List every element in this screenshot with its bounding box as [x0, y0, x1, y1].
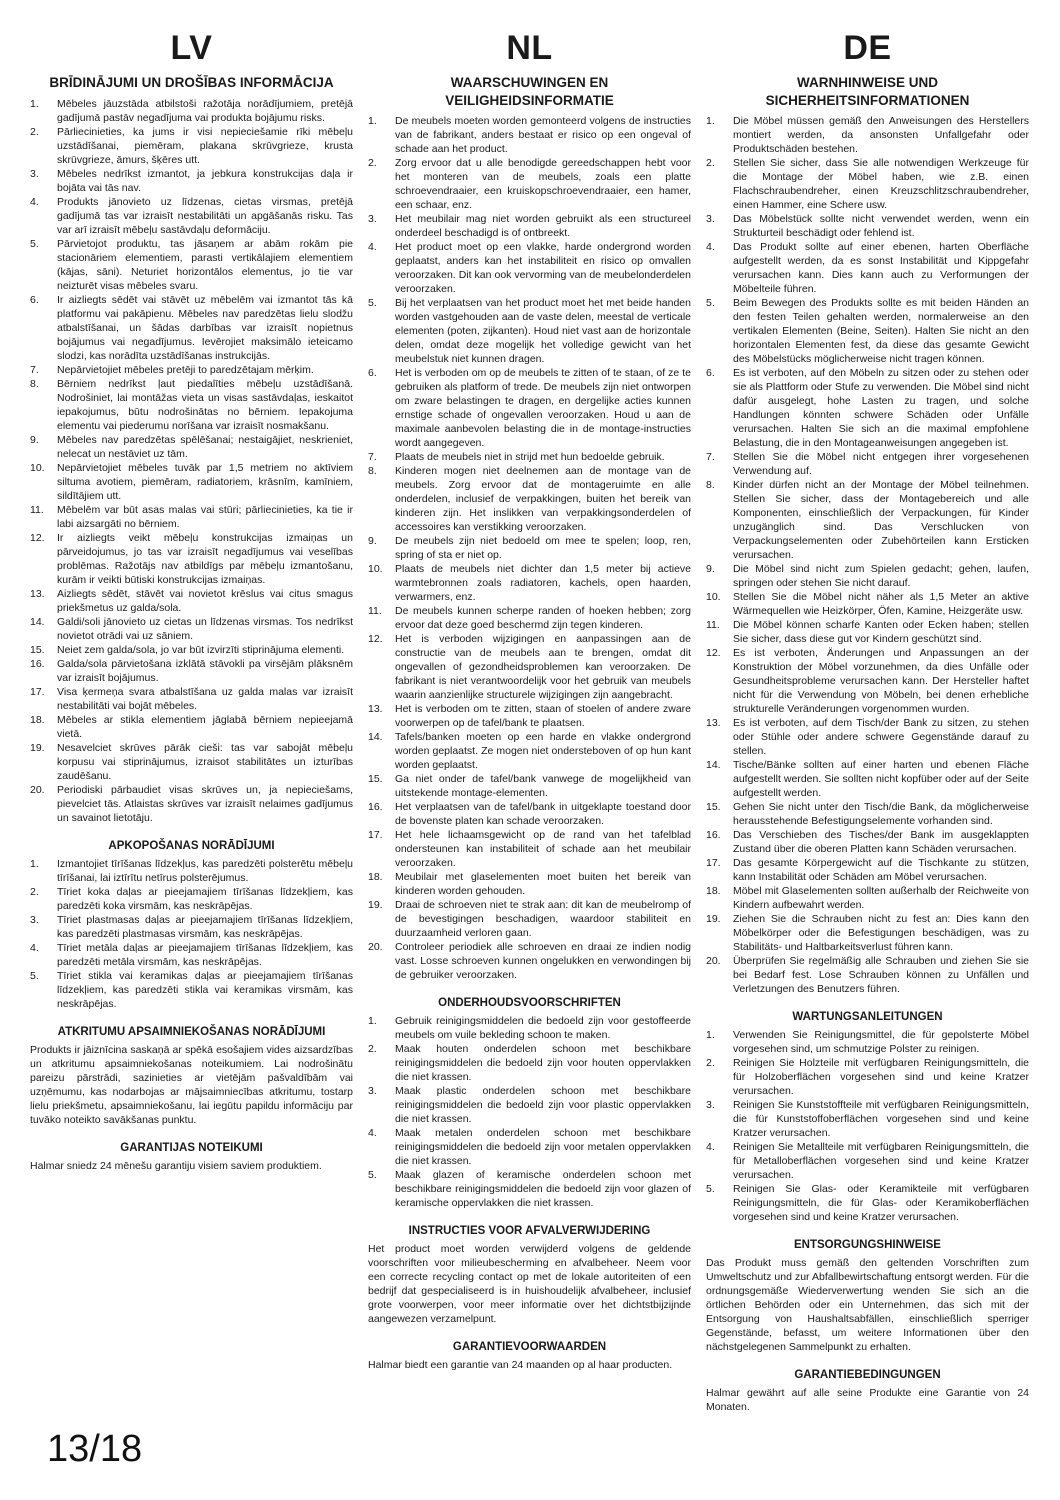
warnings-list: [706, 114, 1029, 996]
warning-item: [368, 800, 691, 828]
item-text: Reinigen Sie Holzteile mit verfügbaren Reinigungsmitteln, die für Holzoberflächen vorgesehen sind und keine Kratzer verursachen.: [733, 1057, 1029, 1098]
item-number: 4.: [30, 941, 39, 954]
warning-item: [706, 156, 1029, 212]
item-number: 1.: [368, 1015, 377, 1028]
warning-item: [368, 562, 691, 604]
item-text: Kinderen mogen niet deelnemen aan de montage van de meubels. Zorg ervoor dat de montageruimte en alle onderdelen, inclusief de verpakkingen, buiten het bereik van kinderen zijn. Het inslikken van verpakkingsonderdelen of accessoires kan verstikking veroorzaken.: [395, 465, 691, 534]
section-list-item: [368, 1084, 691, 1126]
item-text: Plaats de meubels niet dichter dan 1,5 meter bij actieve warmtebronnen zoals radiatoren, kachels, open haarden, verwarmers, enz.: [395, 563, 691, 604]
warning-item: [30, 783, 353, 825]
warning-item: [368, 898, 691, 940]
item-number: 1.: [706, 1029, 715, 1042]
warning-item: [706, 884, 1029, 912]
item-text: Bij het verplaatsen van het product moet het met beide handen worden vastgehouden aan de vaste delen, meestal de verticale elementen (poten, zijkanten). Houd niet vast aan de horizontale delen, omdat deze mogelijk het volledige gewicht van het meubelstuk niet kunnen dragen.: [395, 297, 691, 366]
item-number: 5.: [706, 297, 715, 310]
item-number: 3.: [706, 1099, 715, 1112]
section-heading: APKOPOŠANAS NORĀDĪJUMI: [108, 839, 275, 852]
item-number: 16.: [30, 657, 45, 670]
item-number: 1.: [706, 115, 715, 128]
warning-item: [368, 702, 691, 730]
item-text: Het is verboden wijzigingen en aanpassingen aan de constructie van de meubels aan te brengen, omdat dit ongevallen of gezondheidsproblemen kan veroorzaken. De fabrikant is niet verantwoordelijk voor het gebruik van meubels waarin aanzienlijke structurele wijzigingen zijn aangebracht.: [395, 633, 691, 702]
item-text: Tafels/banken moeten op een harde en vlakke ondergrond worden geplaatst. Ze mogen niet ondersteboven of op hun kant worden geplaatst.: [395, 731, 691, 772]
item-number: 1.: [30, 97, 39, 110]
section-paragraph: Het product moet worden verwijderd volgens de geldende voorschriften voor milieubescherming en afvalbeheer. Neem voor een correcte recycling contact op met de lokale autoriteiten of een bedrijf dat gespecialiseerd is in huishoudelijk afvalbeheer, inclusief grote voorwerpen, voor meer informatie over het dichtstbijzijnde aangewezen verzamelpunt.: [368, 1243, 691, 1326]
warning-item: [368, 632, 691, 702]
item-number: 8.: [706, 479, 715, 492]
section-list-item: [706, 1098, 1029, 1140]
warning-item: [706, 912, 1029, 954]
item-text: Das Verschieben des Tisches/der Bank im ausgeklappten Zustand über die oberen Platten kann Schäden verursachen.: [733, 829, 1029, 856]
item-text: Tīriet metāla daļas ar pieejamajiem tīrīšanas līdzekļiem, kas paredzēti metāla virsmām, kas neskrāpējas.: [57, 941, 353, 968]
section-heading: INSTRUCTIES VOOR AFVALVERWIJDERING: [408, 1225, 651, 1238]
warning-item: [30, 377, 353, 433]
item-number: 19.: [706, 913, 721, 926]
section-list-item: [30, 857, 353, 885]
section-heading: WARTUNGSANLEITUNGEN: [792, 1011, 943, 1024]
warning-item: [368, 212, 691, 240]
warning-item: [368, 828, 691, 870]
column-nl: [368, 30, 691, 1414]
warning-item: [706, 954, 1029, 996]
item-number: 2.: [368, 1043, 377, 1056]
item-number: 4.: [368, 1127, 377, 1140]
item-text: Draai de schroeven niet te strak aan: dit kan de meubelromp of de bevestigingen beschadigen, waardoor stabiliteit en duurzaamheid verloren gaan.: [395, 899, 691, 940]
section-paragraph: Das Produkt muss gemäß den geltenden Vorschriften zum Umweltschutz und zur Abfallbewirtschaftung entsorgt werden. Für die ordnungsgemäße Wiederverwertung wenden Sie sich an die örtlichen Behörden oder ein Unternehmen, das sich mit der Entsorgung von Haushaltsabfällen, einschließlich sperriger Gegenstände, befasst, um weitere Informationen über den nächstgelegenen Sammelpunkt zu erhalten.: [706, 1257, 1029, 1354]
section-paragraph: Halmar gewährt auf alle seine Produkte eine Garantie von 24 Monaten.: [706, 1387, 1029, 1414]
item-text: Tīriet koka daļas ar pieejamajiem tīrīšanas līdzekļiem, kas paredzēti koka virsmām, kas neskrāpējas.: [57, 885, 353, 912]
item-number: 20.: [30, 783, 45, 796]
section-list-item: [30, 885, 353, 913]
item-text: Bērniem nedrīkst ļaut piedalīties mēbeļu uzstādīšanā. Nodrošiniet, lai montāžas vieta un visas sastāvdaļas, ieskaitot iepakojumus, būtu nodrošinātas no bērniem. Iepakojuma elementu vai piederumu norīšana var izraisīt nosmakšanu.: [57, 377, 353, 432]
item-number: 4.: [368, 241, 377, 254]
warning-item: [368, 464, 691, 534]
item-text: Produkts jānovieto uz līdzenas, cietas virsmas, pretējā gadījumā tas var izraisīt nestabilitāti un apgāšanās risku. Tas var arī izraisīt mēbeļu sastāvdaļu deformāciju.: [57, 195, 353, 236]
warning-item: [706, 114, 1029, 156]
item-text: Pārvietojot produktu, tas jāsaņem ar abām rokām pie stacionāriem elementiem, parasti vertikālajiem elementiem (kājas, sāni). Neturiet horizontālos elementus, jo tie var neizturēt visas mēbeles svaru.: [57, 237, 353, 292]
item-number: 7.: [706, 451, 715, 464]
section-list-item: [368, 1042, 691, 1084]
warning-item: [368, 450, 691, 464]
section-heading: GARANTIEBEDINGUNGEN: [794, 1369, 941, 1382]
item-text: Ga niet onder de tafel/bank vanwege de mogelijkheid van uitstekende montage-elementen.: [395, 773, 691, 800]
item-text: Pārliecinieties, ka jums ir visi nepieciešamie rīki mēbeļu uzstādīšanai, piemēram, plakana skrūvgrieze, krusta skrūvgrieze, āmurs, šķēres utt.: [57, 125, 353, 166]
item-number: 11.: [30, 503, 44, 516]
warning-item: [30, 461, 353, 503]
item-number: 19.: [368, 899, 383, 912]
item-number: 10.: [30, 461, 45, 474]
language-code-heading: NL: [506, 29, 553, 67]
warnings-section-heading: WARNHINWEISE UND SICHERHEITSINFORMATIONEN: [765, 75, 970, 108]
item-text: Tīriet plastmasas daļas ar pieejamajiem tīrīšanas līdzekļiem, kas paredzēti plastmasas virsmām, kas neskrāpējas.: [57, 913, 353, 940]
item-number: 5.: [706, 1183, 715, 1196]
item-text: Das Produkt sollte auf einer ebenen, harten Oberfläche aufgestellt werden, da es sonst Instabilität und Kippgefahr verursachen kann. Dies kann auch zu Verformungen der Möbelteile führen.: [733, 241, 1029, 296]
item-number: 3.: [30, 167, 39, 180]
column-lv: [30, 30, 353, 1414]
warning-item: [368, 366, 691, 450]
item-number: 4.: [706, 241, 715, 254]
item-text: Galda/sola pārvietošana izklātā stāvokli pa virsējām plāksnēm var izraisīt bojājumus.: [57, 657, 353, 684]
item-text: Gehen Sie nicht unter den Tisch/die Bank, da möglicherweise herausstehende Befestigungselemente vorhanden sind.: [733, 801, 1029, 828]
item-number: 14.: [368, 731, 383, 744]
warning-item: [706, 240, 1029, 296]
section-heading: ENTSORGUNGSHINWEISE: [794, 1239, 941, 1252]
item-number: 16.: [706, 829, 721, 842]
item-text: Het product moet op een vlakke, harde ondergrond worden geplaatst, anders kan het instabiliteit en risico op omvallen veroorzaken. Dit kan ook vervorming van de meubelonderdelen veroorzaken.: [395, 241, 691, 296]
item-text: Het meubilair mag niet worden gebruikt als een structureel onderdeel beschadigd is of ontbreekt.: [395, 213, 691, 240]
warning-item: [368, 114, 691, 156]
item-text: Gebruik reinigingsmiddelen die bedoeld zijn voor gestoffeerde meubels om vuile bekleding schoon te maken.: [395, 1015, 691, 1042]
warning-item: [706, 646, 1029, 716]
item-text: Tische/Bänke sollten auf einer harten und ebenen Fläche aufgestellt werden. Sie sollten nicht kopfüber oder auf der Seite aufgestellt werden.: [733, 759, 1029, 800]
warning-item: [30, 713, 353, 741]
item-number: 13.: [30, 587, 45, 600]
warning-item: [368, 870, 691, 898]
item-text: Het verplaatsen van de tafel/bank in uitgeklapte toestand door de bovenste platen kan schade veroorzaken.: [395, 801, 691, 828]
item-number: 15.: [30, 643, 45, 656]
section-list: [30, 857, 353, 1011]
item-number: 3.: [368, 213, 377, 226]
section-list: [368, 1014, 691, 1210]
item-number: 11.: [706, 619, 720, 632]
item-text: Zorg ervoor dat u alle benodigde gereedschappen hebt voor het monteren van de meubels, zoals een platte schroevendraaier, een kruiskopschroevendraaier, een hamer, een schaar, enz.: [395, 157, 691, 212]
warning-item: [368, 940, 691, 982]
item-text: Reinigen Sie Kunststoffteile mit verfügbaren Reinigungsmitteln, die für Kunststoffoberflächen vorgesehen sind und keine Kratzer verursachen.: [733, 1099, 1029, 1140]
item-text: Mēbeles jāuzstāda atbilstoši ražotāja norādījumiem, pretējā gadījumā pastāv negadījuma vai produkta bojājumu risks.: [57, 97, 353, 124]
item-number: 4.: [706, 1141, 715, 1154]
item-number: 12.: [368, 633, 383, 646]
language-code-heading: LV: [170, 29, 213, 67]
item-text: Nepārvietojiet mēbeles tuvāk par 1,5 metriem no aktīviem siltuma avotiem, piemēram, radiatoriem, krāsnīm, kamīniem, sildītājiem utt.: [57, 461, 353, 502]
item-text: Maak plastic onderdelen schoon met beschikbare reinigingsmiddelen die bedoeld zijn voor plastic oppervlakken die niet krassen.: [395, 1085, 691, 1126]
item-number: 17.: [30, 685, 45, 698]
item-text: Es ist verboten, Änderungen und Anpassungen an der Konstruktion der Möbel vorzunehmen, da dies Unfälle oder Gesundheitsprobleme verursachen kann. Der Hersteller haftet nicht für die Verwendung von Möbeln, bei denen erhebliche strukturelle Veränderungen vorgenommen wurden.: [733, 647, 1029, 716]
item-number: 5.: [30, 969, 39, 982]
warning-item: [706, 590, 1029, 618]
warning-item: [30, 237, 353, 293]
item-number: 12.: [706, 647, 721, 660]
section-list-item: [30, 913, 353, 941]
warning-item: [706, 618, 1029, 646]
section-heading: ATKRITUMU APSAIMNIEKOŠANAS NORĀDĪJUMI: [57, 1025, 326, 1038]
item-text: Maak houten onderdelen schoon met beschikbare reinigingsmiddelen die bedoeld zijn voor houten oppervlakken die niet krassen.: [395, 1043, 691, 1084]
section-paragraph: Halmar biedt een garantie van 24 maanden op al haar producten.: [368, 1359, 673, 1372]
item-number: 17.: [368, 829, 383, 842]
item-text: Beim Bewegen des Produkts sollte es mit beiden Händen an den festen Teilen gehalten werden, normalerweise an den vertikalen Elementen (Beine, Seiten). Halten Sie nicht an den horizontalen Elementen fest, da diese das gesamte Gewicht des Möbelstücks möglicherweise nicht tragen können.: [733, 297, 1029, 366]
item-text: Mēbelēm var būt asas malas vai stūri; pārliecinieties, ka tie ir labi aizsargāti no bērniem.: [57, 503, 353, 530]
item-number: 11.: [368, 605, 382, 618]
item-text: Galdi/soli jānovieto uz cietas un līdzenas virsmas. Tos nedrīkst novietot otrādi vai uz sāniem.: [57, 615, 353, 642]
item-text: Überprüfen Sie regelmäßig alle Schrauben und ziehen Sie sie bei Bedarf fest. Lose Schrauben können zu Unfällen und Verletzungen des Benutzers führen.: [733, 955, 1029, 996]
item-number: 20.: [706, 955, 721, 968]
item-number: 14.: [30, 615, 45, 628]
item-number: 10.: [368, 563, 383, 576]
item-number: 13.: [706, 717, 721, 730]
item-text: Die Möbel können scharfe Kanten oder Ecken haben; stellen Sie sicher, dass diese gut vor Kindern geschützt sind.: [733, 619, 1029, 646]
item-number: 7.: [368, 451, 377, 464]
warning-item: [706, 450, 1029, 478]
item-text: Nesavelciet skrūves pārāk cieši: tas var sabojāt mēbeļu korpusu vai stiprinājumus, izraisot stabilitātes un izturības zaudēšanu.: [57, 741, 353, 782]
item-number: 9.: [706, 563, 715, 576]
warning-item: [30, 167, 353, 195]
item-number: 6.: [30, 293, 39, 306]
item-text: Periodiski pārbaudiet visas skrūves un, ja nepieciešams, pievelciet tās. Atlaistas skrūves var izraisīt nelaimes gadījumus un savainot lietotāju.: [57, 783, 353, 824]
item-number: 15.: [368, 773, 383, 786]
warning-item: [30, 685, 353, 713]
item-number: 2.: [30, 125, 39, 138]
item-text: Es ist verboten, auf den Möbeln zu sitzen oder zu stehen oder sie als Plattform oder Stufe zu verwenden. Die Möbel sind nicht dafür ausgelegt, hohe Lasten zu tragen, und solche Handlungen könnten schwere Schäden oder Unfälle verursachen. Halten Sie sich an die maximal empfohlene Belastung, die in den Montageanweisungen angegeben ist.: [733, 367, 1029, 450]
warning-item: [30, 433, 353, 461]
section-paragraph: Produkts ir jāiznīcina saskaņā ar spēkā esošajiem vides aizsardzības un atkritumu apsaimniekošanas noteikumiem. Lai nodrošinātu pareizu pārstrādi, sazinieties ar vietējām pašvaldībām vai uzņēmumu, kas nodarbojas ar mājsaimniecības atkritumu, tostarp lielu priekšmetu, apsaimniekošanu, lai iegūtu papildu informāciju par tuvāko noteikto savākšanas punktu.: [30, 1043, 353, 1126]
warning-item: [30, 531, 353, 587]
item-number: 1.: [30, 857, 39, 870]
warning-item: [706, 856, 1029, 884]
warning-item: [368, 296, 691, 366]
item-number: 2.: [706, 1057, 715, 1070]
item-number: 18.: [30, 713, 45, 726]
language-columns-container: [30, 30, 1030, 1414]
warnings-section-heading: WAARSCHUWINGEN EN VEILIGHEIDSINFORMATIE: [445, 75, 614, 108]
item-text: Meubilair met glaselementen moet buiten het bereik van kinderen worden gehouden.: [395, 871, 691, 898]
item-number: 8.: [368, 465, 377, 478]
item-text: Mēbeles ar stikla elementiem jāglabā bērniem nepieejamā vietā.: [57, 713, 353, 740]
warning-item: [706, 366, 1029, 450]
item-text: Die Möbel sind nicht zum Spielen gedacht; gehen, laufen, springen oder stehen Sie nicht darauf.: [733, 563, 1029, 590]
warnings-list: [368, 114, 691, 982]
section-list-item: [368, 1014, 691, 1042]
item-text: Die Möbel müssen gemäß den Anweisungen des Herstellers montiert werden, da ansonsten Unfallgefahr oder Produktschäden bestehen.: [733, 115, 1029, 156]
item-text: Das Möbelstück sollte nicht verwendet werden, wenn ein Strukturteil beschädigt oder fehlend ist.: [733, 213, 1029, 240]
warning-item: [30, 503, 353, 531]
item-number: 3.: [706, 213, 715, 226]
item-text: Das gesamte Körpergewicht auf die Tischkante zu stützen, kann Instabilität oder Schäden am Möbel verursachen.: [733, 857, 1029, 884]
warning-item: [368, 240, 691, 296]
language-code-heading: DE: [843, 29, 892, 67]
warning-item: [706, 562, 1029, 590]
item-text: Stellen Sie sicher, dass Sie alle notwendigen Werkzeuge für die Montage der Möbel haben, wie z.B. einen Flachschraubendreher, einen Kreuzschlitzschraubendreher, einen Hammer, eine Schere usw.: [733, 157, 1029, 212]
item-number: 2.: [30, 885, 39, 898]
item-number: 20.: [368, 941, 383, 954]
item-number: 1.: [368, 115, 377, 128]
warning-item: [706, 212, 1029, 240]
item-number: 18.: [368, 871, 383, 884]
item-text: Reinigen Sie Glas- oder Keramikteile mit verfügbaren Reinigungsmitteln, die für Glas- oder Keramikoberflächen vorgesehen sind und keine Kratzer verursachen.: [733, 1183, 1029, 1224]
item-number: 10.: [706, 591, 721, 604]
item-text: Ir aizliegts veikt mēbeļu konstrukcijas izmaiņas un pārveidojumus, jo tas var izraisīt negadījumus vai veselības problēmas. Ražotājs nav atbildīgs par mēbeļu izmantošanu, kurām ir veikti būtiski konstrukcijas izmaiņas.: [57, 531, 353, 586]
item-number: 16.: [368, 801, 383, 814]
item-number: 13.: [368, 703, 383, 716]
section-heading: ONDERHOUDSVOORSCHRIFTEN: [438, 997, 621, 1010]
warning-item: [30, 643, 353, 657]
warning-item: [30, 97, 353, 125]
section-heading: GARANTIJAS NOTEIKUMI: [120, 1141, 263, 1154]
warning-item: [368, 772, 691, 800]
item-text: Mēbeles nedrīkst izmantot, ja jebkura konstrukcijas daļa ir bojāta vai tās nav.: [57, 167, 353, 194]
warning-item: [706, 800, 1029, 828]
section-list-item: [706, 1140, 1029, 1182]
item-text: Maak metalen onderdelen schoon met beschikbare reinigingsmiddelen die bedoeld zijn voor metalen oppervlakken die niet krassen.: [395, 1127, 691, 1168]
warnings-section-heading: BRĪDINĀJUMI UN DROŠĪBAS INFORMĀCIJA: [49, 75, 334, 91]
warning-item: [30, 125, 353, 167]
item-text: Mēbeles nav paredzētas spēlēšanai; nestaigājiet, neskrieniet, nelecat un nestāviet uz tām.: [57, 433, 353, 460]
warnings-list: [30, 97, 353, 825]
item-number: 5.: [368, 297, 377, 310]
item-number: 12.: [30, 531, 45, 544]
item-text: Controleer periodiek alle schroeven en draai ze indien nodig vast. Losse schroeven kunnen ongelukken en verwondingen bij de gebruiker veroorzaken.: [395, 941, 691, 982]
item-text: Tīriet stikla vai keramikas daļas ar pieejamajiem tīrīšanas līdzekļiem, kas paredzēti stikla vai keramikas virsmām, kas neskrāpējas.: [57, 969, 353, 1010]
warning-item: [30, 657, 353, 685]
section-heading: GARANTIEVOORWAARDEN: [452, 1341, 607, 1354]
item-text: Reinigen Sie Metallteile mit verfügbaren Reinigungsmitteln, die für Metalloberflächen vorgesehen sind und keine Kratzer verursachen.: [733, 1141, 1029, 1182]
item-text: Plaats de meubels niet in strijd met hun bedoelde gebruik.: [395, 451, 665, 464]
warning-item: [30, 195, 353, 237]
item-number: 15.: [706, 801, 721, 814]
item-text: Stellen Sie die Möbel nicht näher als 1,5 Meter an aktive Wärmequellen wie Heizkörper, Öfen, Kamine, Heizgeräte usw.: [733, 591, 1029, 618]
item-number: 9.: [30, 433, 39, 446]
item-text: Ir aizliegts sēdēt vai stāvēt uz mēbelēm vai izmantot tās kā platformu vai pakāpienu. Mēbeles nav paredzētas lielu slodžu atbalstīšanai, un šādas darbības var izraisīt nopietnus bojājumus vai negadījumus. Ievērojiet maksimālo ieteicamo slodzi, kas norādīta uzstādīšanas instrukcijās.: [57, 293, 353, 362]
warning-item: [368, 156, 691, 212]
column-de: [706, 30, 1029, 1414]
item-number: 19.: [30, 741, 45, 754]
item-text: Aizliegts sēdēt, stāvēt vai novietot krēslus vai citus smagus priekšmetus uz galda/sola.: [57, 587, 353, 614]
item-text: Es ist verboten, auf dem Tisch/der Bank zu sitzen, zu stehen oder Stühle oder andere schwere Gegenstände darauf zu stellen.: [733, 717, 1029, 758]
item-number: 4.: [30, 195, 39, 208]
section-list-item: [368, 1168, 691, 1210]
section-paragraph: Halmar sniedz 24 mēnešu garantiju visiem saviem produktiem.: [30, 1159, 322, 1172]
item-text: Maak glazen of keramische onderdelen schoon met beschikbare reinigingsmiddelen die bedoeld zijn voor glazen of keramische oppervlakken die niet krassen.: [395, 1169, 691, 1210]
item-text: Het hele lichaamsgewicht op de rand van het tafelblad ondersteunen kan instabiliteit of schade aan het meubilair veroorzaken.: [395, 829, 691, 870]
warning-item: [368, 534, 691, 562]
warning-item: [706, 716, 1029, 758]
warning-item: [706, 296, 1029, 366]
section-list-item: [706, 1182, 1029, 1224]
warning-item: [30, 615, 353, 643]
item-text: Verwenden Sie Reinigungsmittel, die für gepolsterte Möbel vorgesehen sind, um schmutzige Polster zu reinigen.: [733, 1029, 1029, 1056]
warning-item: [706, 478, 1029, 562]
item-text: De meubels kunnen scherpe randen of hoeken hebben; zorg ervoor dat deze goed beschermd zijn tegen kinderen.: [395, 605, 691, 632]
item-text: Visa ķermeņa svara atbalstīšana uz galda malas var izraisīt nestabilitāti vai bojāt mēbeles.: [57, 685, 353, 712]
item-number: 5.: [30, 237, 39, 250]
section-list-item: [706, 1056, 1029, 1098]
item-text: De meubels moeten worden gemonteerd volgens de instructies van de fabrikant, anders bestaat er risico op een ongeval of schade aan het product.: [395, 115, 691, 156]
item-text: Het is verboden om te zitten, staan of stoelen of andere zware voorwerpen op de tafel/bank te plaatsen.: [395, 703, 691, 730]
item-number: 7.: [30, 363, 39, 376]
section-list-item: [30, 941, 353, 969]
warning-item: [706, 828, 1029, 856]
section-list-item: [706, 1028, 1029, 1056]
item-text: Izmantojiet tīrīšanas līdzekļus, kas paredzēti polsterētu mēbeļu tīrīšanai, lai iztīrītu netīrus polsterējumus.: [57, 857, 353, 884]
item-number: 3.: [30, 913, 39, 926]
item-text: Stellen Sie die Möbel nicht entgegen ihrer vorgesehenen Verwendung auf.: [733, 451, 1029, 478]
item-number: 6.: [368, 367, 377, 380]
item-number: 17.: [706, 857, 721, 870]
item-number: 9.: [368, 535, 377, 548]
item-text: Kinder dürfen nicht an der Montage der Möbel teilnehmen. Stellen Sie sicher, dass der Montagebereich und alle Komponenten, einschließlich der Verpackungen, für Kinder unzugänglich sind. Das Verschlucken von Verpackungselementen oder Zubehörteilen kann Ersticken verursachen.: [733, 479, 1029, 562]
section-list-item: [30, 969, 353, 1011]
warning-item: [368, 604, 691, 632]
section-list: [706, 1028, 1029, 1224]
item-text: Nepārvietojiet mēbeles pretēji to paredzētajam mērķim.: [57, 363, 314, 376]
warning-item: [30, 587, 353, 615]
item-number: 2.: [706, 157, 715, 170]
page-number: 13/18: [47, 1428, 143, 1470]
item-number: 8.: [30, 377, 39, 390]
warning-item: [30, 363, 353, 377]
item-text: Ziehen Sie die Schrauben nicht zu fest an: Dies kann den Möbelkörper oder die Befestigungen beschädigen, was zu Stabilitäts- und Haltbarkeitsverlust führen kann.: [733, 913, 1029, 954]
item-text: De meubels zijn niet bedoeld om mee te spelen; loop, ren, spring of sta er niet op.: [395, 535, 691, 562]
item-number: 14.: [706, 759, 721, 772]
item-number: 5.: [368, 1169, 377, 1182]
item-number: 6.: [706, 367, 715, 380]
warning-item: [30, 741, 353, 783]
warning-item: [368, 730, 691, 772]
section-list-item: [368, 1126, 691, 1168]
item-number: 18.: [706, 885, 721, 898]
warning-item: [706, 758, 1029, 800]
item-text: Möbel mit Glaselementen sollten außerhalb der Reichweite von Kindern aufbewahrt werden.: [733, 885, 1029, 912]
item-text: Het is verboden om op de meubels te zitten of te staan, of ze te gebruiken als platform of trede. De meubels zijn niet ontworpen om zware belastingen te dragen, en dergelijke acties kunnen ernstige schade of ongevallen veroorzaken. Houd u aan de maximale aanbevolen belasting die in de montage-instructies wordt aangegeven.: [395, 367, 691, 450]
warning-item: [30, 293, 353, 363]
item-number: 2.: [368, 157, 377, 170]
item-number: 3.: [368, 1085, 377, 1098]
item-text: Neiet zem galda/sola, jo var būt izvirzīti stiprinājuma elementi.: [57, 643, 345, 656]
